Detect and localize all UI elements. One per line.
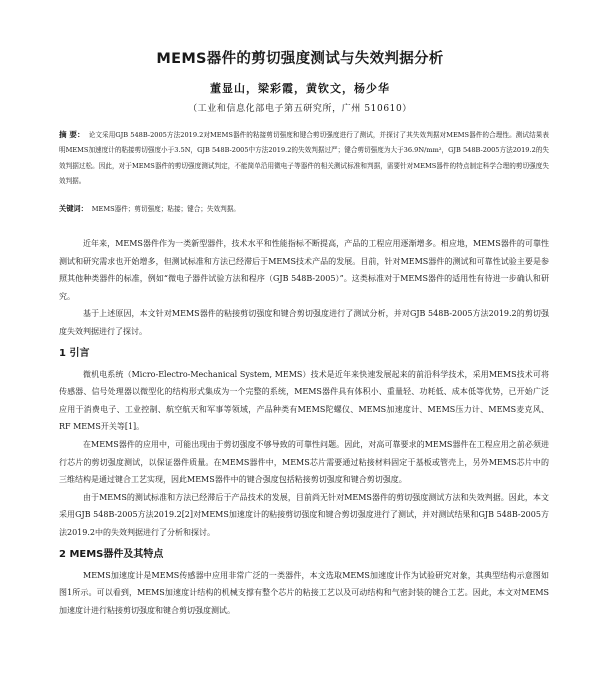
paper-body	[59, 235, 549, 619]
intro-paragraph: 近年来，MEMS器件作为一类新型器件，技术水平和性能指标不断提高，产品的工程应用逐渐增多。相应地，MEMS器件的可靠性测试和研究需求也开始增多，但测试标准和方法已经滞后于MEMS技术产品的发展。目前，针对MEMS器件的测试和可靠性试验主要是参照其他种类器件的标准，例如“微电子器件试验方法和程序（GJB 548B-2005）”。这类标准对于MEMS器件的适用性有待进一步确认和研究。	[59, 239, 549, 301]
paper-title: MEMS器件的剪切强度测试与失效判据分析	[156, 51, 444, 67]
keywords-label: 关键词：	[59, 204, 88, 213]
keywords-text: MEMS器件；剪切强度；粘接；键合；失效判据。	[91, 205, 240, 213]
keywords-block	[59, 203, 549, 215]
paper-authors: 董显山，梁彩霞，黄钦文，杨少华	[210, 82, 390, 95]
section-1-heading: 1 引言	[59, 347, 90, 359]
section-2-heading: 2 MEMS器件及其特点	[59, 548, 164, 560]
abstract-text: 论文采用GJB 548B-2005方法2019.2对MEMS器件的粘接剪切强度和键合剪切强度进行了测试，并探讨了其失效判据对MEMS器件的合理性。测试结果表明MEMS加速度计的粘接剪切强度小于3.5N，GJB 548B-2005中方法2019.2的失效判据过严；键合剪切强度为大于36.9N/mm²，GJB 548B-2005方法2019.2的失效判据过松。因此，对于MEMS器件的剪切强度测试判定，不能简单沿用微电子等器件的相关测试标准和判据，需要针对MEMS器件的特点制定科学合理的剪切强度失效判据。	[59, 131, 549, 186]
section-2-paragraph: MEMS加速度计是MEMS传感器中应用非常广泛的一类器件，本文选取MEMS加速度计作为试验研究对象，其典型结构示意图如图1所示。可以看到，MEMS加速度计结构的机械支撑有整个芯片的粘接工艺以及可动结构和气密封装的键合工艺。因此，本文对MEMS加速度计进行粘接剪切强度和键合剪切强度测试。	[59, 570, 549, 615]
section-1-paragraph: 由于MEMS的测试标准和方法已经滞后于产品技术的发展，目前尚无针对MEMS器件的剪切强度测试方法和失效判据。因此，本文采用GJB 548B-2005方法2019.2[2]对MEMS加速度计的粘接剪切强度和键合剪切强度进行了测试，并对测试结果和GJB 548B-2005方法2019.2中的失效判据进行了分析和探讨。	[59, 492, 549, 537]
paper-affiliation: （工业和信息化部电子第五研究所，广州 510610）	[188, 104, 412, 114]
abstract-block	[59, 127, 549, 190]
abstract-label: 摘 要：	[59, 130, 85, 139]
section-1-paragraph: 微机电系统（Micro-Electro-Mechanical System, MEMS）技术是近年来快速发展起来的前沿科学技术，采用MEMS技术可将传感器、信号处理器以微型化的结构形式集成为一个完整的系统，MEMS器件具有体积小、重量轻、功耗低、成本低等优势，已开始广泛应用于消费电子、工业控制、航空航天和军事等领域，产品种类有MEMS陀螺仪、MEMS加速度计、MEMS压力计、MEMS麦克风、RF MEMS开关等[1]。	[59, 369, 549, 432]
section-1-paragraph: 在MEMS器件的应用中，可能出现由于剪切强度不够导致的可靠性问题。因此，对高可靠要求的MEMS器件在工程应用之前必须进行芯片的剪切强度测试，以保证器件质量。在MEMS器件中，MEMS芯片需要通过粘接材料固定于基板或管壳上，另外MEMS芯片中的三维结构是通过键合工艺实现，因此MEMS器件中的键合强度包括粘接剪切强度和键合剪切强度。	[59, 439, 549, 485]
intro-paragraph: 基于上述原因，本文针对MEMS器件的粘接剪切强度和键合剪切强度进行了测试分析，并对GJB 548B-2005方法2019.2的剪切强度失效判据进行了探讨。	[59, 309, 549, 336]
